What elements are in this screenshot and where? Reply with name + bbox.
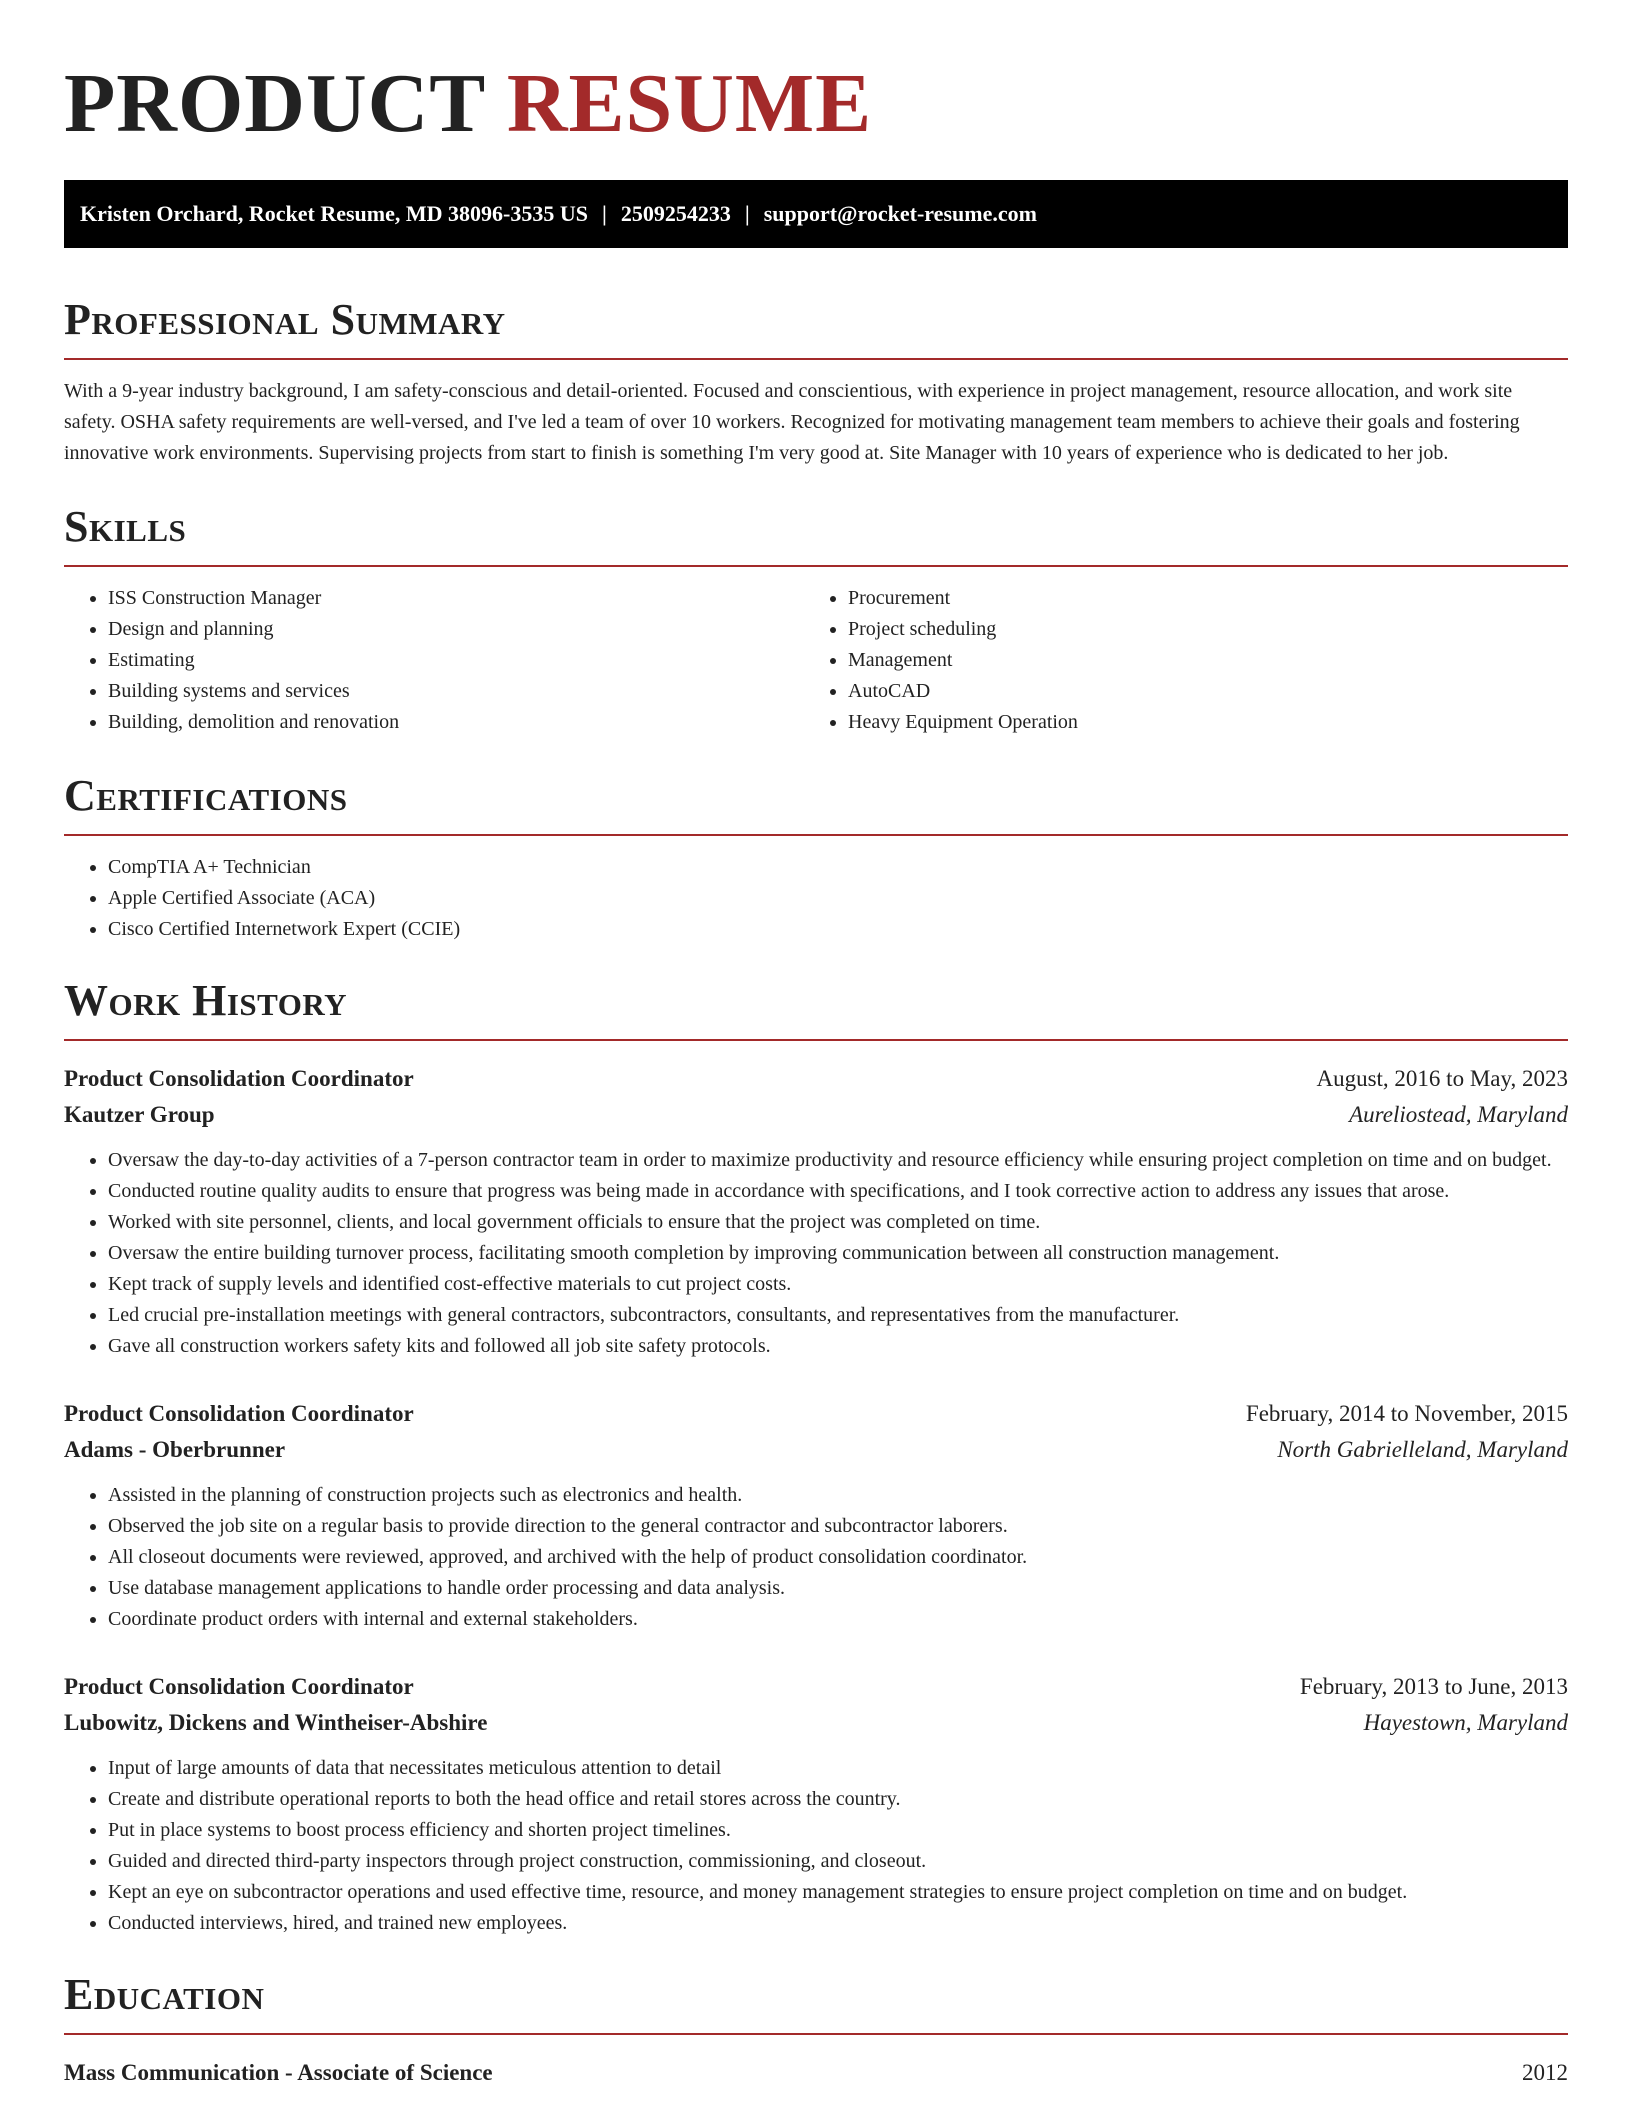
skills-column-right: [804, 583, 1544, 738]
skills-list-left: [64, 583, 804, 738]
certification-item: • CompTIA A+ Technician: [108, 852, 1568, 883]
job-dates: February, 2014 to November, 2015: [1245, 1401, 1568, 1426]
summary-heading: Professional Summary: [64, 295, 506, 344]
job-company: Lubowitz, Dickens and Wintheiser-Abshire: [64, 1710, 488, 1735]
certification-item: • Cisco Certified Internetwork Expert (CCIE): [108, 914, 1568, 945]
education-heading: Education: [64, 1970, 265, 2019]
job-company: Adams - Oberbrunner: [64, 1437, 286, 1462]
education-section: [64, 1967, 1568, 2091]
job-header-row: [64, 1396, 1568, 1432]
certifications-list: [64, 852, 1568, 945]
job-location: Aureliostead, Maryland: [1349, 1102, 1568, 1127]
job-bullet: • Oversaw the entire building turnover process, facilitating smooth completion by improving communication between all construction management.: [108, 1238, 1568, 1269]
job-bullet: • Create and distribute operational reports to both the head office and retail stores across the country.: [108, 1784, 1568, 1815]
job-bullet: • Gave all construction workers safety kits and followed all job site safety protocols.: [108, 1331, 1568, 1362]
skills-column-left: [64, 583, 804, 738]
summary-text: With a 9-year industry background, I am safety-conscious and detail-oriented. Focused and conscientious, with experience in project management, resource allocation, and work site safety. OSHA safety requirements are well-versed, and I've led a team of over 10 workers. Recognized for motivating management team members to achieve their goals and fostering innovative work environments. Supervising projects from start to finish is something I'm very good at. Site Manager with 10 years of experience who is dedicated to her job.: [64, 380, 1520, 464]
job-company-row: [64, 1097, 1568, 1133]
certification-item: • Apple Certified Associate (ACA): [108, 883, 1568, 914]
job-company: Kautzer Group: [64, 1102, 215, 1127]
job-title: Product Consolidation Coordinator: [64, 1674, 414, 1699]
job-bullet: • Coordinate product orders with internal and external stakeholders.: [108, 1604, 1568, 1635]
skills-list-right: [804, 583, 1544, 738]
job-dates: August, 2016 to May, 2023: [1316, 1066, 1568, 1091]
contact-separator: |: [601, 201, 607, 226]
job-dates: February, 2013 to June, 2013: [1299, 1674, 1568, 1699]
job-bullet: • Kept track of supply levels and identified cost-effective materials to cut project costs.: [108, 1269, 1568, 1300]
job-bullet: • Input of large amounts of data that necessitates meticulous attention to detail: [108, 1753, 1568, 1784]
section-divider: [64, 834, 1568, 836]
work-history-heading: Work History: [64, 976, 348, 1025]
section-divider: [64, 565, 1568, 567]
job-company-row: [64, 1432, 1568, 1468]
skill-item: • Estimating: [108, 645, 804, 676]
title-accent: RESUME: [506, 57, 873, 150]
certifications-heading: Certifications: [64, 771, 348, 820]
job-location: North Gabrielleland, Maryland: [1277, 1437, 1568, 1462]
skill-item: • Building systems and services: [108, 676, 804, 707]
contact-phone: 2509254233: [620, 201, 731, 226]
job-entry: [64, 1061, 1568, 1362]
job-bullet: • Guided and directed third-party inspectors through project construction, commissioning, and closeout.: [108, 1846, 1568, 1877]
education-degree: Mass Communication - Associate of Science: [64, 2060, 493, 2085]
education-year: 2012: [1522, 2060, 1568, 2085]
skill-item: • AutoCAD: [848, 676, 1544, 707]
job-bullet: • Conducted routine quality audits to ensure that progress was being made in accordance with specifications, and I took corrective action to address any issues that arose.: [108, 1176, 1568, 1207]
job-company-row: [64, 1705, 1568, 1741]
skill-item: • Management: [848, 645, 1544, 676]
job-entry: [64, 1669, 1568, 1939]
job-header-row: [64, 1061, 1568, 1097]
education-row: [64, 2055, 1568, 2091]
job-bullets: [64, 1480, 1568, 1635]
education-entry: [64, 2055, 1568, 2091]
job-bullet: • Oversaw the day-to-day activities of a 7-person contractor team in order to maximize productivity and resource efficiency while ensuring project completion on time and on budget.: [108, 1145, 1568, 1176]
skill-item: • Building, demolition and renovation: [108, 707, 804, 738]
certifications-section: [64, 768, 1568, 945]
job-bullet: • Led crucial pre-installation meetings with general contractors, subcontractors, consultants, and representatives from the manufacturer.: [108, 1300, 1568, 1331]
job-bullet: • Worked with site personnel, clients, and local government officials to ensure that the project was completed on time.: [108, 1207, 1568, 1238]
skill-item: • Procurement: [848, 583, 1544, 614]
title-main: PRODUCT: [64, 57, 485, 150]
job-bullet: • Conducted interviews, hired, and trained new employees.: [108, 1908, 1568, 1939]
skills-grid: [64, 583, 1568, 738]
work-history-section: [64, 973, 1568, 1939]
contact-bar: [64, 180, 1568, 248]
contact-separator: |: [744, 201, 750, 226]
resume-title: [64, 0, 1568, 152]
job-title: Product Consolidation Coordinator: [64, 1066, 414, 1091]
job-bullets: [64, 1753, 1568, 1939]
skills-heading: Skills: [64, 502, 187, 551]
job-bullet: • Kept an eye on subcontractor operations and used effective time, resource, and money management strategies to ensure project completion on time and on budget.: [108, 1877, 1568, 1908]
contact-address: Kristen Orchard, Rocket Resume, MD 38096-3535 US: [80, 201, 588, 226]
section-divider: [64, 358, 1568, 360]
job-bullet: • Observed the job site on a regular basis to provide direction to the general contractor and subcontractor laborers.: [108, 1511, 1568, 1542]
job-bullet: • Assisted in the planning of construction projects such as electronics and health.: [108, 1480, 1568, 1511]
job-location: Hayestown, Maryland: [1363, 1710, 1568, 1735]
job-bullet: • Use database management applications to handle order processing and data analysis.: [108, 1573, 1568, 1604]
skill-item: • Design and planning: [108, 614, 804, 645]
job-title: Product Consolidation Coordinator: [64, 1401, 414, 1426]
section-divider: [64, 1039, 1568, 1041]
job-bullets: [64, 1145, 1568, 1362]
job-bullet: • All closeout documents were reviewed, approved, and archived with the help of product consolidation coordinator.: [108, 1542, 1568, 1573]
skills-section: [64, 499, 1568, 738]
job-bullet: • Put in place systems to boost process efficiency and shorten project timelines.: [108, 1815, 1568, 1846]
skill-item: • Heavy Equipment Operation: [848, 707, 1544, 738]
skill-item: • Project scheduling: [848, 614, 1544, 645]
section-divider: [64, 2033, 1568, 2035]
summary-section: [64, 292, 1568, 469]
contact-email: support@rocket-resume.com: [763, 201, 1037, 226]
job-header-row: [64, 1669, 1568, 1705]
job-entry: [64, 1396, 1568, 1635]
skill-item: • ISS Construction Manager: [108, 583, 804, 614]
resume-page: [64, 0, 1568, 2091]
